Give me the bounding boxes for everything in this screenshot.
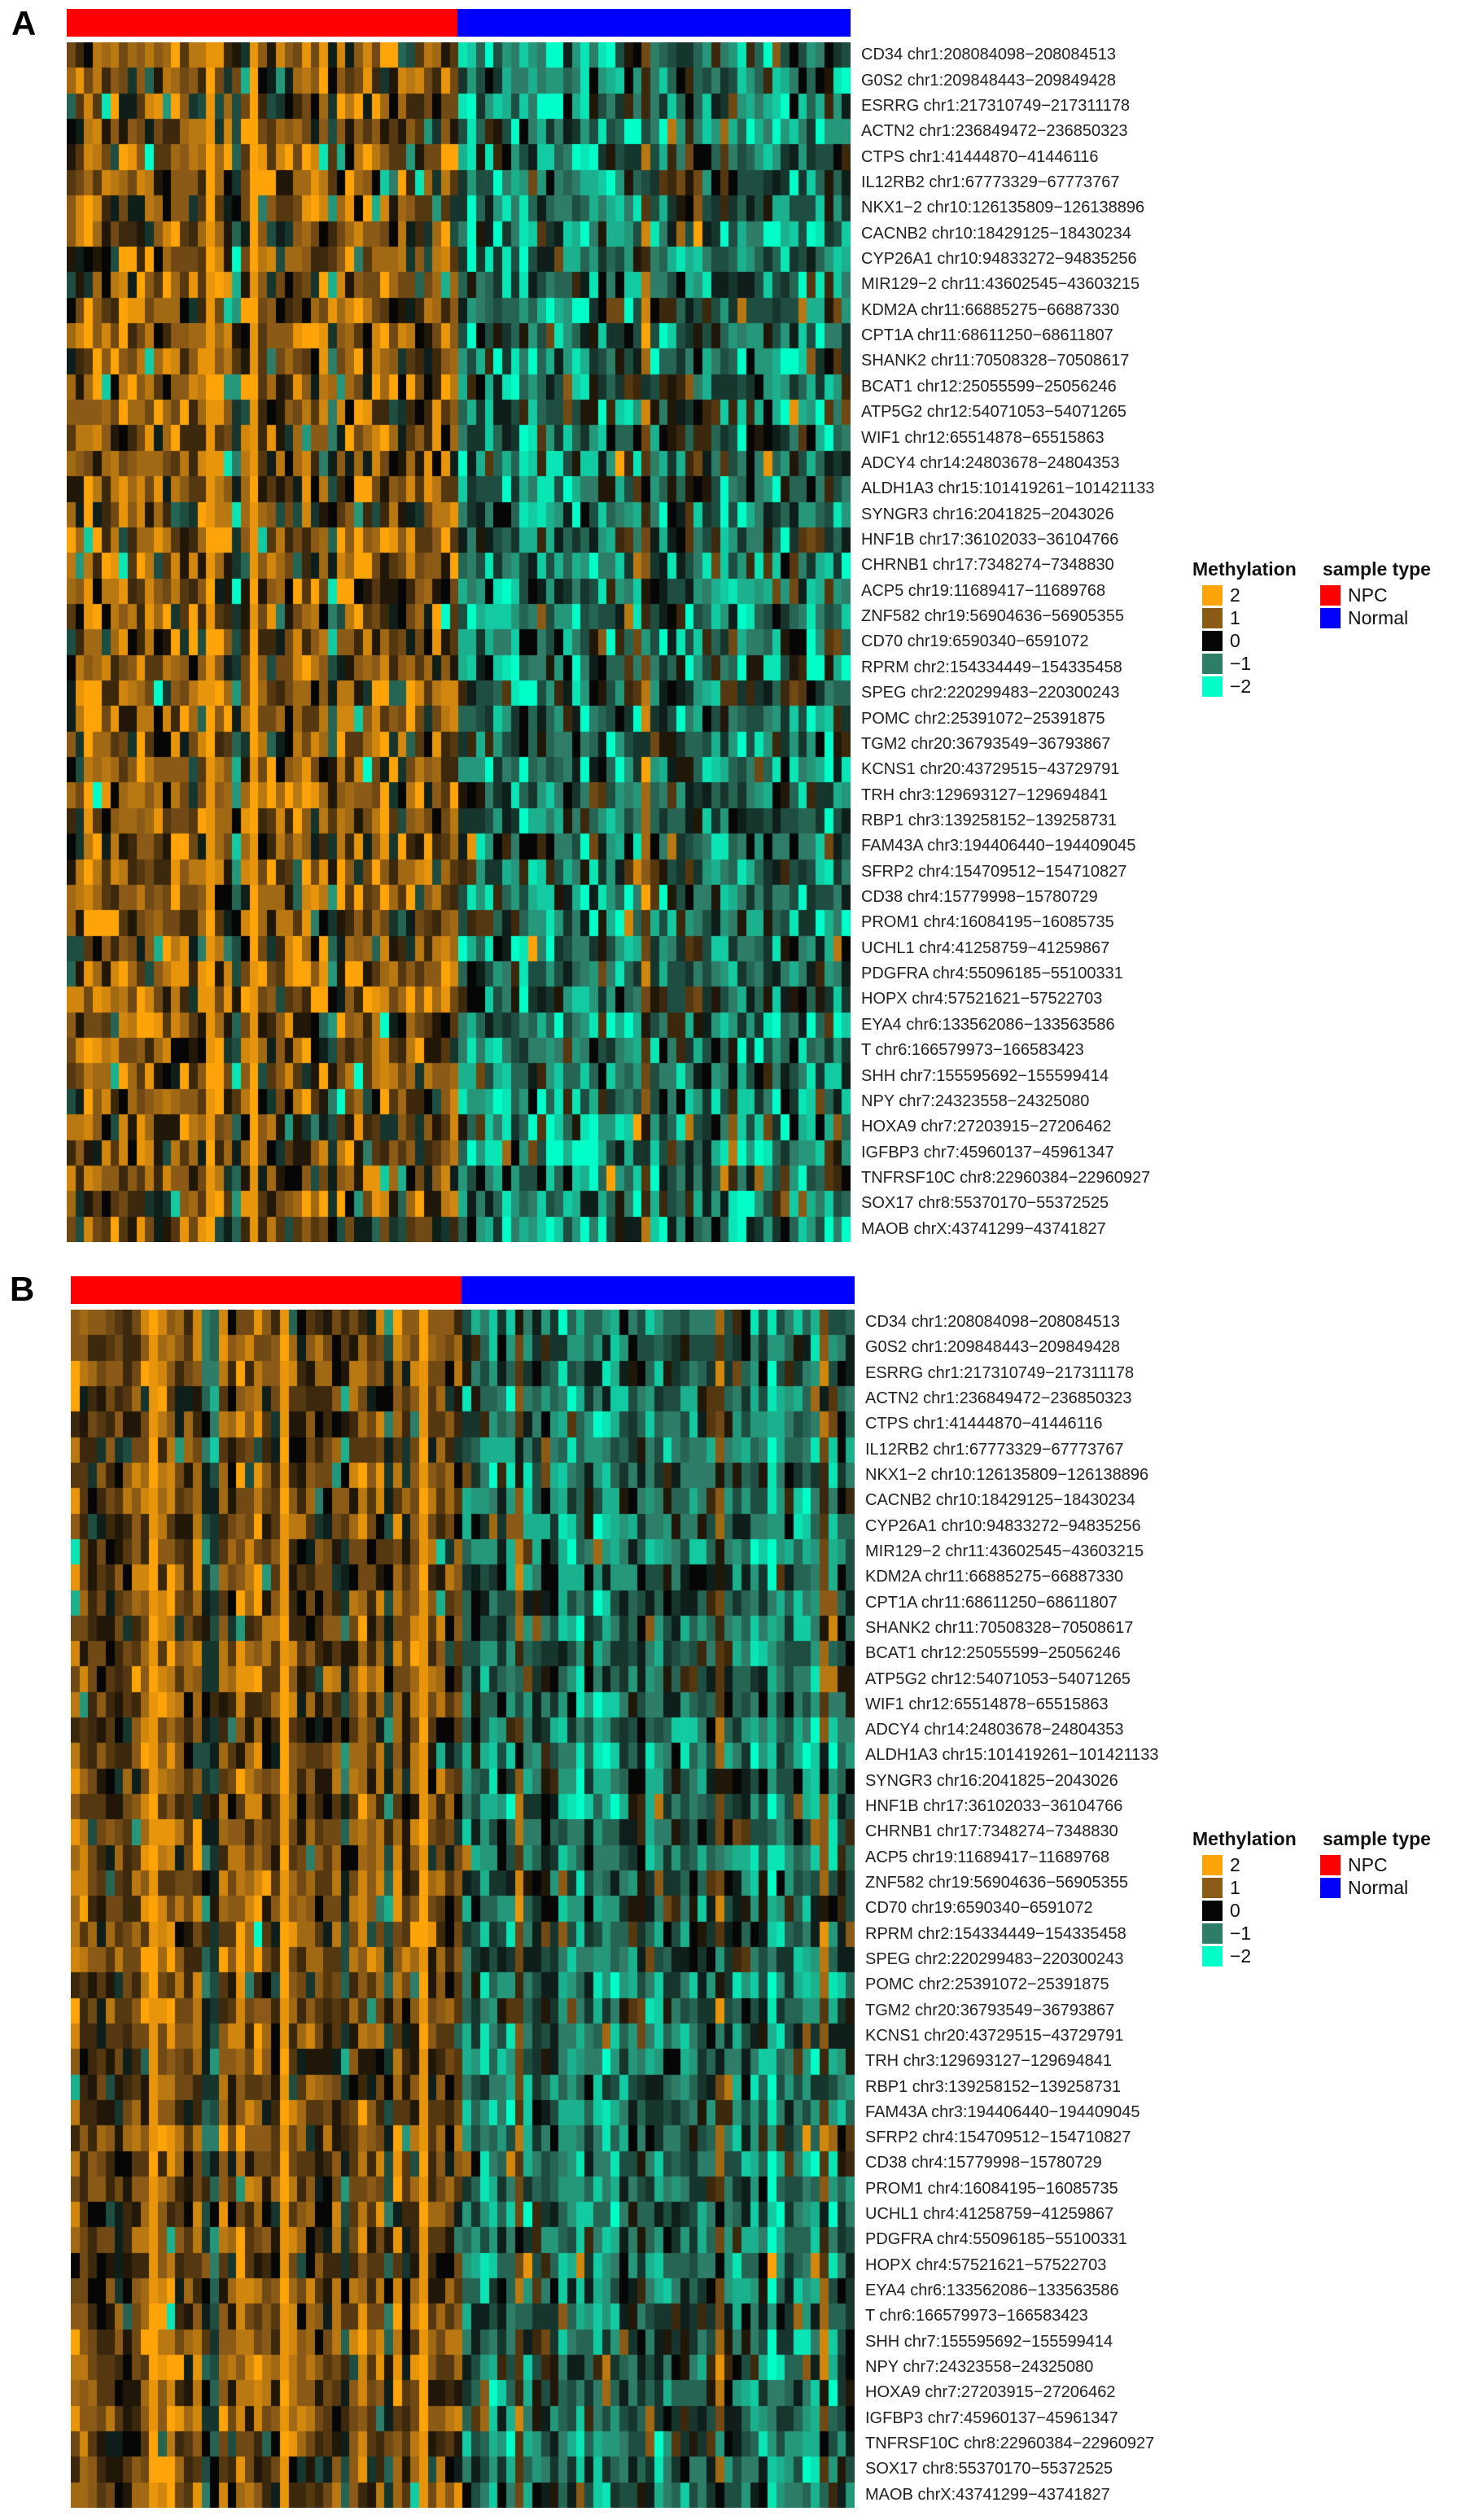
row-label: RPRM chr2:154334449−154335458 <box>865 1924 1126 1943</box>
heatmap-panel-a <box>67 42 851 1242</box>
sample-type-legend <box>1320 584 1408 629</box>
legend-a <box>1192 558 1461 729</box>
row-label: SHANK2 chr11:70508328−70508617 <box>865 1618 1134 1637</box>
normal-bar-segment-b <box>461 1276 855 1304</box>
legend-item-label: −2 <box>1230 675 1252 697</box>
row-label: ACTN2 chr1:236849472−236850323 <box>861 122 1128 141</box>
panel-b-label: B <box>10 1270 35 1308</box>
row-label: SOX17 chr8:55370170−55372525 <box>861 1194 1109 1213</box>
methylation-legend-title: Methylation <box>1192 1828 1297 1849</box>
row-label: SOX17 chr8:55370170−55372525 <box>865 2460 1113 2478</box>
sample-type-bar-a <box>67 9 851 37</box>
sample-type-legend-title: sample type <box>1323 558 1431 580</box>
row-label: WIF1 chr12:65514878−65515863 <box>861 428 1104 447</box>
row-label: IL12RB2 chr1:67773329−67773767 <box>861 173 1120 191</box>
row-label: NKX1−2 chr10:126135809−126138896 <box>861 199 1145 217</box>
normal-bar-segment-a <box>457 9 851 37</box>
panel-a-label: A <box>11 4 37 42</box>
row-label: ADCY4 chr14:24803678−24804353 <box>861 453 1120 472</box>
row-label: ACP5 chr19:11689417−11689768 <box>861 581 1106 600</box>
legend-item <box>1202 652 1251 675</box>
legend-item-label: 0 <box>1230 629 1240 651</box>
row-label: BCAT1 chr12:25055599−25056246 <box>861 377 1117 396</box>
row-label: CACNB2 chr10:18429125−18430234 <box>861 224 1131 243</box>
row-label: HNF1B chr17:36102033−36104766 <box>865 1797 1123 1816</box>
row-label: NPY chr7:24323558−24325080 <box>865 2357 1094 2376</box>
legend-swatch <box>1202 676 1223 697</box>
legend-item <box>1202 1945 1251 1967</box>
legend-item-label: 1 <box>1230 606 1240 628</box>
row-label: ADCY4 chr14:24803678−24804353 <box>865 1721 1124 1739</box>
legend-item <box>1202 584 1251 606</box>
row-label: PROM1 chr4:16084195−16085735 <box>865 2179 1118 2198</box>
legend-swatch <box>1320 608 1341 628</box>
row-label: SHH chr7:155595692−155599414 <box>865 2332 1113 2351</box>
row-label: RPRM chr2:154334449−154335458 <box>861 658 1122 676</box>
row-label: CD38 chr4:15779998−15780729 <box>865 2154 1102 2172</box>
row-label: SPEG chr2:220299483−220300243 <box>865 1949 1124 1968</box>
row-label: CYP26A1 chr10:94833272−94835256 <box>865 1516 1141 1535</box>
row-label: POMC chr2:25391072−25391875 <box>865 1975 1109 1994</box>
row-label: TRH chr3:129693127−129694841 <box>865 2052 1113 2071</box>
row-label: SYNGR3 chr16:2041825−2043026 <box>865 1771 1118 1790</box>
legend-item <box>1202 1853 1251 1876</box>
row-label: CPT1A chr11:68611250−68611807 <box>861 326 1113 345</box>
row-label: UCHL1 chr4:41258759−41259867 <box>865 2205 1114 2224</box>
row-label: TNFRSF10C chr8:22960384−22960927 <box>865 2434 1155 2452</box>
legend-item-label: 1 <box>1230 1876 1240 1898</box>
row-label: SHH chr7:155595692−155599414 <box>861 1066 1109 1085</box>
legend-item <box>1202 1899 1251 1922</box>
npc-bar-segment-a <box>67 9 457 37</box>
legend-item-label: 2 <box>1230 1853 1240 1875</box>
row-label: MIR129−2 chr11:43602545−43603215 <box>865 1542 1144 1560</box>
row-label: KCNS1 chr20:43729515−43729791 <box>865 2026 1124 2045</box>
row-label: ZNF582 chr19:56904636−56905355 <box>861 607 1125 626</box>
row-label: RBP1 chr3:139258152−139258731 <box>861 811 1118 829</box>
legend-swatch <box>1202 631 1223 651</box>
methylation-scale-legend <box>1202 1853 1251 1967</box>
row-labels-b <box>865 1310 1215 2508</box>
row-label: ATP5G2 chr12:54071053−54071265 <box>861 403 1127 422</box>
row-label: FAM43A chr3:194406440−194409045 <box>861 837 1136 855</box>
legend-swatch <box>1202 608 1223 628</box>
methylation-legend-title: Methylation <box>1192 558 1297 580</box>
row-label: CTPS chr1:41444870−41446116 <box>865 1415 1103 1433</box>
row-label: CTPS chr1:41444870−41446116 <box>861 147 1099 166</box>
legend-item-label: NPC <box>1348 1853 1388 1875</box>
row-label: BCAT1 chr12:25055599−25056246 <box>865 1644 1121 1663</box>
row-label: PDGFRA chr4:55096185−55100331 <box>861 965 1123 983</box>
row-label: HOPX chr4:57521621−57522703 <box>865 2255 1107 2274</box>
row-label: TGM2 chr20:36793549−36793867 <box>865 2001 1115 2019</box>
row-label: MIR129−2 chr11:43602545−43603215 <box>861 275 1140 294</box>
row-label: ACP5 chr19:11689417−11689768 <box>865 1848 1110 1866</box>
legend-item <box>1202 629 1251 652</box>
row-label: SHANK2 chr11:70508328−70508617 <box>861 352 1130 370</box>
legend-item <box>1202 1876 1251 1899</box>
row-label: CHRNB1 chr17:7348274−7348830 <box>865 1822 1118 1841</box>
row-label: ALDH1A3 chr15:101419261−101421133 <box>865 1746 1159 1765</box>
row-label: MAOB chrX:43741299−43741827 <box>861 1219 1106 1238</box>
row-label: RBP1 chr3:139258152−139258731 <box>865 2077 1122 2096</box>
row-label: POMC chr2:25391072−25391875 <box>861 709 1105 728</box>
legend-item <box>1202 675 1251 698</box>
row-label: HOPX chr4:57521621−57522703 <box>861 990 1103 1008</box>
row-label: T chr6:166579973−166583423 <box>861 1041 1084 1060</box>
row-label: TGM2 chr20:36793549−36793867 <box>861 734 1111 753</box>
legend-item-label: −2 <box>1230 1945 1252 1967</box>
row-label: CPT1A chr11:68611250−68611807 <box>865 1593 1118 1612</box>
legend-swatch <box>1202 1946 1223 1967</box>
row-label: IGFBP3 chr7:45960137−45961347 <box>861 1143 1114 1162</box>
row-label: CD34 chr1:208084098−208084513 <box>865 1313 1121 1332</box>
row-label: MAOB chrX:43741299−43741827 <box>865 2485 1110 2504</box>
row-label: SYNGR3 chr16:2041825−2043026 <box>861 505 1114 523</box>
row-label: ATP5G2 chr12:54071053−54071265 <box>865 1669 1131 1688</box>
sample-type-legend-title: sample type <box>1323 1828 1431 1849</box>
legend-swatch <box>1320 585 1341 606</box>
row-label: IGFBP3 chr7:45960137−45961347 <box>865 2408 1118 2427</box>
sample-type-bar-b <box>71 1276 855 1304</box>
row-label: SFRP2 chr4:154709512−154710827 <box>865 2128 1131 2147</box>
legend-swatch <box>1320 1878 1341 1898</box>
row-label: T chr6:166579973−166583423 <box>865 2307 1088 2325</box>
legend-item-label: −1 <box>1230 652 1252 674</box>
legend-swatch <box>1202 585 1223 606</box>
row-label: KCNS1 chr20:43729515−43729791 <box>861 760 1120 779</box>
sample-type-legend <box>1320 1853 1408 1899</box>
row-label: G0S2 chr1:209848443−209849428 <box>865 1338 1121 1357</box>
legend-swatch <box>1202 1923 1223 1944</box>
row-label: ALDH1A3 chr15:101419261−101421133 <box>861 479 1155 498</box>
row-label: WIF1 chr12:65514878−65515863 <box>865 1695 1109 1713</box>
legend-item-label: NPC <box>1348 584 1388 606</box>
legend-item <box>1320 606 1408 629</box>
row-label: PROM1 chr4:16084195−16085735 <box>861 913 1114 932</box>
methylation-scale-legend <box>1202 584 1251 698</box>
row-label: HOXA9 chr7:27203915−27206462 <box>861 1118 1112 1136</box>
row-label: CACNB2 chr10:18429125−18430234 <box>865 1491 1135 1510</box>
row-label: ZNF582 chr19:56904636−56905355 <box>865 1874 1129 1892</box>
row-label: ESRRG chr1:217310749−217311178 <box>865 1363 1135 1382</box>
heatmap-panel-b <box>71 1310 855 2508</box>
legend-swatch <box>1320 1855 1341 1875</box>
row-label: TRH chr3:129693127−129694841 <box>861 785 1109 804</box>
legend-swatch <box>1202 1855 1223 1875</box>
legend-item <box>1320 1876 1408 1899</box>
legend-swatch <box>1202 1901 1223 1921</box>
legend-item-label: 2 <box>1230 584 1240 606</box>
legend-item <box>1320 584 1408 606</box>
row-label: TNFRSF10C chr8:22960384−22960927 <box>861 1168 1151 1187</box>
row-label: SFRP2 chr4:154709512−154710827 <box>861 862 1127 881</box>
legend-item <box>1320 1853 1408 1876</box>
row-label: NKX1−2 chr10:126135809−126138896 <box>865 1466 1149 1485</box>
row-label: HOXA9 chr7:27203915−27206462 <box>865 2383 1116 2402</box>
row-label: IL12RB2 chr1:67773329−67773767 <box>865 1440 1124 1459</box>
row-label: NPY chr7:24323558−24325080 <box>861 1092 1090 1110</box>
row-label: CD34 chr1:208084098−208084513 <box>861 46 1117 64</box>
legend-swatch <box>1202 1878 1223 1898</box>
row-label: EYA4 chr6:133562086−133563586 <box>861 1015 1115 1034</box>
legend-item-label: Normal <box>1348 606 1409 628</box>
legend-item-label: Normal <box>1348 1876 1409 1898</box>
row-label: G0S2 chr1:209848443−209849428 <box>861 71 1117 90</box>
row-label: ACTN2 chr1:236849472−236850323 <box>865 1389 1132 1408</box>
row-label: UCHL1 chr4:41258759−41259867 <box>861 938 1110 957</box>
row-label: KDM2A chr11:66885275−66887330 <box>865 1568 1124 1586</box>
row-label: FAM43A chr3:194406440−194409045 <box>865 2102 1140 2121</box>
row-labels-a <box>861 42 1211 1242</box>
row-label: PDGFRA chr4:55096185−55100331 <box>865 2230 1127 2249</box>
row-label: CD38 chr4:15779998−15780729 <box>861 888 1098 907</box>
row-label: CD70 chr19:6590340−6591072 <box>861 632 1089 651</box>
row-label: EYA4 chr6:133562086−133563586 <box>865 2282 1119 2300</box>
legend-item <box>1202 1922 1251 1945</box>
row-label: CD70 chr19:6590340−6591072 <box>865 1899 1093 1918</box>
legend-item <box>1202 606 1251 629</box>
row-label: ESRRG chr1:217310749−217311178 <box>861 96 1131 115</box>
legend-item-label: −1 <box>1230 1922 1252 1944</box>
row-label: KDM2A chr11:66885275−66887330 <box>861 300 1120 319</box>
legend-item-label: 0 <box>1230 1899 1240 1921</box>
row-label: CHRNB1 chr17:7348274−7348830 <box>861 556 1114 575</box>
legend-b <box>1192 1828 1461 1999</box>
row-label: HNF1B chr17:36102033−36104766 <box>861 531 1119 549</box>
row-label: SPEG chr2:220299483−220300243 <box>861 684 1120 702</box>
row-label: CYP26A1 chr10:94833272−94835256 <box>861 250 1137 269</box>
npc-bar-segment-b <box>71 1276 461 1304</box>
legend-swatch <box>1202 654 1223 674</box>
